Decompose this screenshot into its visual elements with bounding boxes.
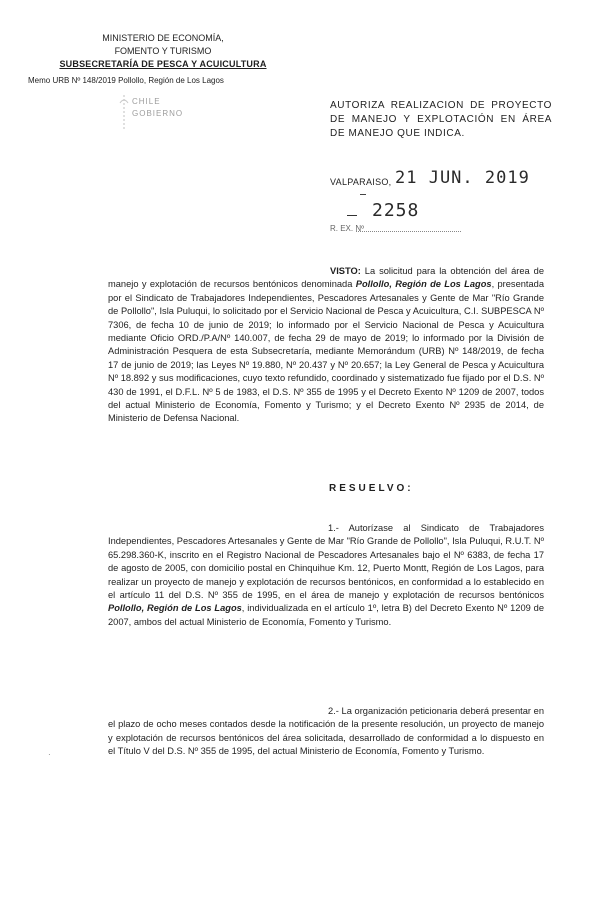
ministry-name: MINISTERIO DE ECONOMÍA, — [102, 33, 224, 43]
memo-reference: Memo URB Nº 148/2019 Pollollo, Región de Los Lagos — [28, 76, 224, 85]
document-title: AUTORIZA REALIZACION DE PROYECTO DE MANEJO Y EXPLOTACIÓN EN ÁREA DE MANEJO QUE INDICA. — [330, 100, 552, 139]
city-label: VALPARAISO, — [330, 177, 392, 187]
divider-mark — [360, 194, 366, 195]
article-1-place: Pollollo, Región de Los Lagos — [108, 603, 242, 614]
ministry-header — [28, 32, 278, 85]
article-2-number: 2.- — [328, 706, 339, 716]
article-2 — [108, 705, 544, 759]
visto-place: Pollollo, Región de Los Lagos — [355, 279, 492, 290]
visto-text-2: , presentada por el Sindicato de Trabajadores Independientes, Pescadores Artesanales y Gente de Mar "Río Grande de Pollollo", Isla Puluqui, lo solicitado por el Servicio Nacional de Pesca y Acuicultura, C.I. SUBPESCA Nº 7306, de fecha 10 de junio de 2019; lo informado por el Servicio Nacional de Pesca y Acuicultura mediante Oficio ORD./P.A/Nº 140.007, de fecha 29 de mayo de 2019; lo informado por la División de Administración Pesquera de esta Subsecretaría, mediante Memorándum (URB) Nº 148/2019, de fecha 17 de junio de 2019; las Leyes Nº 19.880, Nº 20.437 y Nº 20.657; la Ley General de Pesca y Acuicultura Nº 18.892 y sus modificaciones, cuyo texto refundido, coordinado y sistematizado fue fijado por el D.S. Nº 430 de 1991, el D.F.L. Nº 5 de 1983, el D.S. Nº 355 de 1995 y el Decreto Exento Nº 1209 de 2007, todos del actual Ministerio de Economía, Fomento y Turismo; y el Decreto Exento Nº 2935 de 2014, de Ministerio de Defensa Nacional. — [108, 279, 545, 424]
stamp-text-2: GOBIERNO — [132, 109, 184, 118]
margin-mark: · — [48, 750, 51, 759]
article-2-text: La organización peticionaria deberá presentar en el plazo de ocho meses contados desde la notificación de la presente resolución, un proyecto de manejo y explotación de recursos bentónicos del área solicitada, desarrollado de conformidad a lo dispuesto en el Título V del D.S. Nº 355 de 1995, del actual Ministerio de Economía, Fomento y Turismo. — [108, 706, 544, 757]
resolution-dotted-line — [356, 231, 461, 232]
visto-label: VISTO: — [330, 266, 361, 276]
divider-mark-2 — [347, 215, 357, 216]
resolution-label: R. EX. Nº — [330, 224, 365, 233]
article-1 — [108, 522, 544, 629]
resuelvo-heading: RESUELVO: — [329, 483, 414, 494]
resolution-number: 2258 — [372, 200, 420, 221]
subsecretaria-name: SUBSECRETARÍA DE PESCA Y ACUICULTURA — [59, 59, 267, 69]
article-1-text-2: , individualizada en el artículo 1º, letra B) del Decreto Exento Nº 1209 de 2007, ambos del actual Ministerio de Economía, Fomento y Turismo. — [108, 603, 544, 627]
ministry-name-2: FOMENTO Y TURISMO — [114, 46, 212, 56]
visto-text-1: La solicitud para la obtención del área de manejo y explotación de recursos bentónicos denominada — [108, 266, 544, 290]
article-1-text-1: Autorízase al Sindicato de Trabajadores Independientes, Pescadores Artesanales y Gente de Mar "Río Grande de Pollollo", Isla Puluqui, R.U.T. Nº 65.298.360-K, inscrito en el Registro Nacional de Pescadores Artesanales bajo el Nº 6383, de fecha 17 de agosto de 2005, con domicilio postal en Chinquihue Km. 12, Puerto Montt, Región de Los Lagos, para realizar un proyecto de manejo y explotación de recursos bentónicos, en conformidad a lo establecido en el artículo 11 del D.S. Nº 355 de 1995, en el área de manejo y explotación de recursos bentónicos — [108, 523, 544, 601]
date-stamp: 21 JUN. 2019 — [395, 168, 530, 188]
article-1-number: 1.- — [328, 523, 339, 533]
visto-paragraph — [108, 265, 544, 426]
stamp-text-1: CHILE — [132, 97, 161, 106]
official-stamp — [118, 93, 208, 133]
